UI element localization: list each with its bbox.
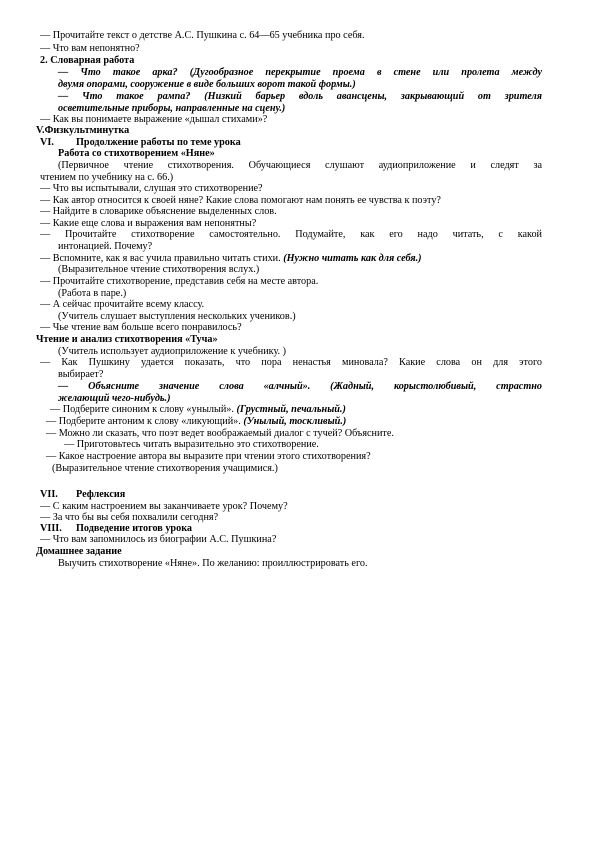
answer-text: (Унылый, тоскливый.) <box>243 416 347 427</box>
text-line: чтением по учебнику на с. 66.) <box>40 172 174 183</box>
question-text: — Подберите синоним к слову «унылый». <box>50 404 237 415</box>
text-line: — Какие еще слова и выражения вам непонятны? <box>40 218 257 229</box>
text-line: — Приготовьтесь читать выразительно это стихотворение. <box>64 439 319 450</box>
section-heading: Продолжение работы по теме урока <box>76 137 241 148</box>
text-line: — Какое настроение автора вы выразите при чтении этого стихотворения? <box>46 451 371 462</box>
text-line: (Учитель слушает выступления нескольких учеников.) <box>58 311 296 322</box>
text-line: (Работа в паре.) <box>58 288 127 299</box>
section-heading: V.Физкультминутка <box>36 125 130 136</box>
subsection-heading: Чтение и анализ стихотворения «Туча» <box>36 334 218 345</box>
answer-text: (Нужно читать как для себя.) <box>283 253 422 264</box>
section-heading: Рефлексия <box>76 489 126 500</box>
text-line <box>50 404 346 415</box>
answer-text: желающий чего-нибудь.) <box>58 393 171 404</box>
section-number: VI. <box>40 137 54 148</box>
text-line: — За что бы вы себя похвалили сегодня? <box>40 512 219 523</box>
answer-text: (Жадный, корыстолюбивый, страстно <box>310 381 542 392</box>
question-text: — Вспомните, как я вас учила правильно читать стихи. <box>40 253 284 264</box>
section-heading: Подведение итогов урока <box>76 523 193 534</box>
text-line: — Как Пушкину удается показать, что пора ненастья миновала? Какие слова он для этого <box>40 357 542 368</box>
text-line <box>58 91 542 102</box>
text-line: интонацией. Почему? <box>58 241 153 252</box>
section-heading: 2. Словарная работа <box>40 55 135 66</box>
text-line: (Первичное чтение стихотворения. Обучающиеся слушают аудиоприложение и следят за <box>58 160 542 171</box>
text-line: (Выразительное чтение стихотворения учащимися.) <box>52 463 278 474</box>
text-line <box>40 253 422 264</box>
text-line <box>58 381 542 392</box>
answer-text: двумя опорами, сооружение в виде больших ворот такой формы.) <box>58 79 356 90</box>
text-line: — А сейчас прочитайте всему классу. <box>40 299 205 310</box>
question-text: — Объясните значение слова «алчный». <box>58 381 311 392</box>
text-line: Выучить стихотворение «Няне». По желанию: проиллюстрировать его. <box>58 558 368 569</box>
text-line: — Чье чтение вам больше всего понравилось? <box>40 322 242 333</box>
text-line: (Учитель использует аудиоприложение к учебнику. ) <box>58 346 287 357</box>
question-text: — Подберите антоним к слову «ликующий». <box>46 416 244 427</box>
text-line: — Прочитайте стихотворение, представив себя на месте автора. <box>40 276 319 287</box>
text-line: — С каким настроением вы заканчиваете урок? Почему? <box>40 501 288 512</box>
question-text: — Что такое арка? <box>58 67 178 78</box>
answer-text: осветительные приборы, направленные на сцену.) <box>58 103 286 114</box>
text-line <box>58 67 542 78</box>
section-number: VII. <box>40 489 58 500</box>
text-line: — Как автор относится к своей няне? Какие слова помогают нам понять ее чувства к поэту? <box>40 195 441 206</box>
text-line: — Что вам непонятно? <box>40 43 140 54</box>
text-line: — Что вы испытывали, слушая это стихотворение? <box>40 183 263 194</box>
text-line: — Что вам запомнилось из биографии А.С. Пушкина? <box>40 534 277 545</box>
text-line: выбирает? <box>58 369 104 380</box>
text-line <box>46 416 346 427</box>
text-line: — Можно ли сказать, что поэт ведет воображаемый диалог с тучей? Объясните. <box>46 428 394 439</box>
text-line: (Выразительное чтение стихотворения вслух.) <box>58 264 260 275</box>
section-number: VIII. <box>40 523 62 534</box>
question-text: — Что такое рампа? <box>58 91 191 102</box>
answer-text: (Дугообразное перекрытие проема в стене или пролета между <box>177 67 542 78</box>
answer-text: (Низкий барьер вдоль авансцены, закрывающий от зрителя <box>190 91 542 102</box>
text-line: — Прочитайте текст о детстве А.С. Пушкина с. 64—65 учебника про себя. <box>40 30 365 41</box>
section-heading: Домашнее задание <box>36 546 122 557</box>
answer-text: (Грустный, печальный.) <box>236 404 346 415</box>
text-line: — Найдите в словарике объяснение выделенных слов. <box>40 206 277 217</box>
text-line: — Как вы понимаете выражение «дышал стихами»? <box>40 114 268 125</box>
subsection-heading: Работа со стихотворением «Няне» <box>58 148 215 159</box>
text-line: — Прочитайте стихотворение самостоятельно. Подумайте, как его надо читать, с какой <box>40 229 542 240</box>
